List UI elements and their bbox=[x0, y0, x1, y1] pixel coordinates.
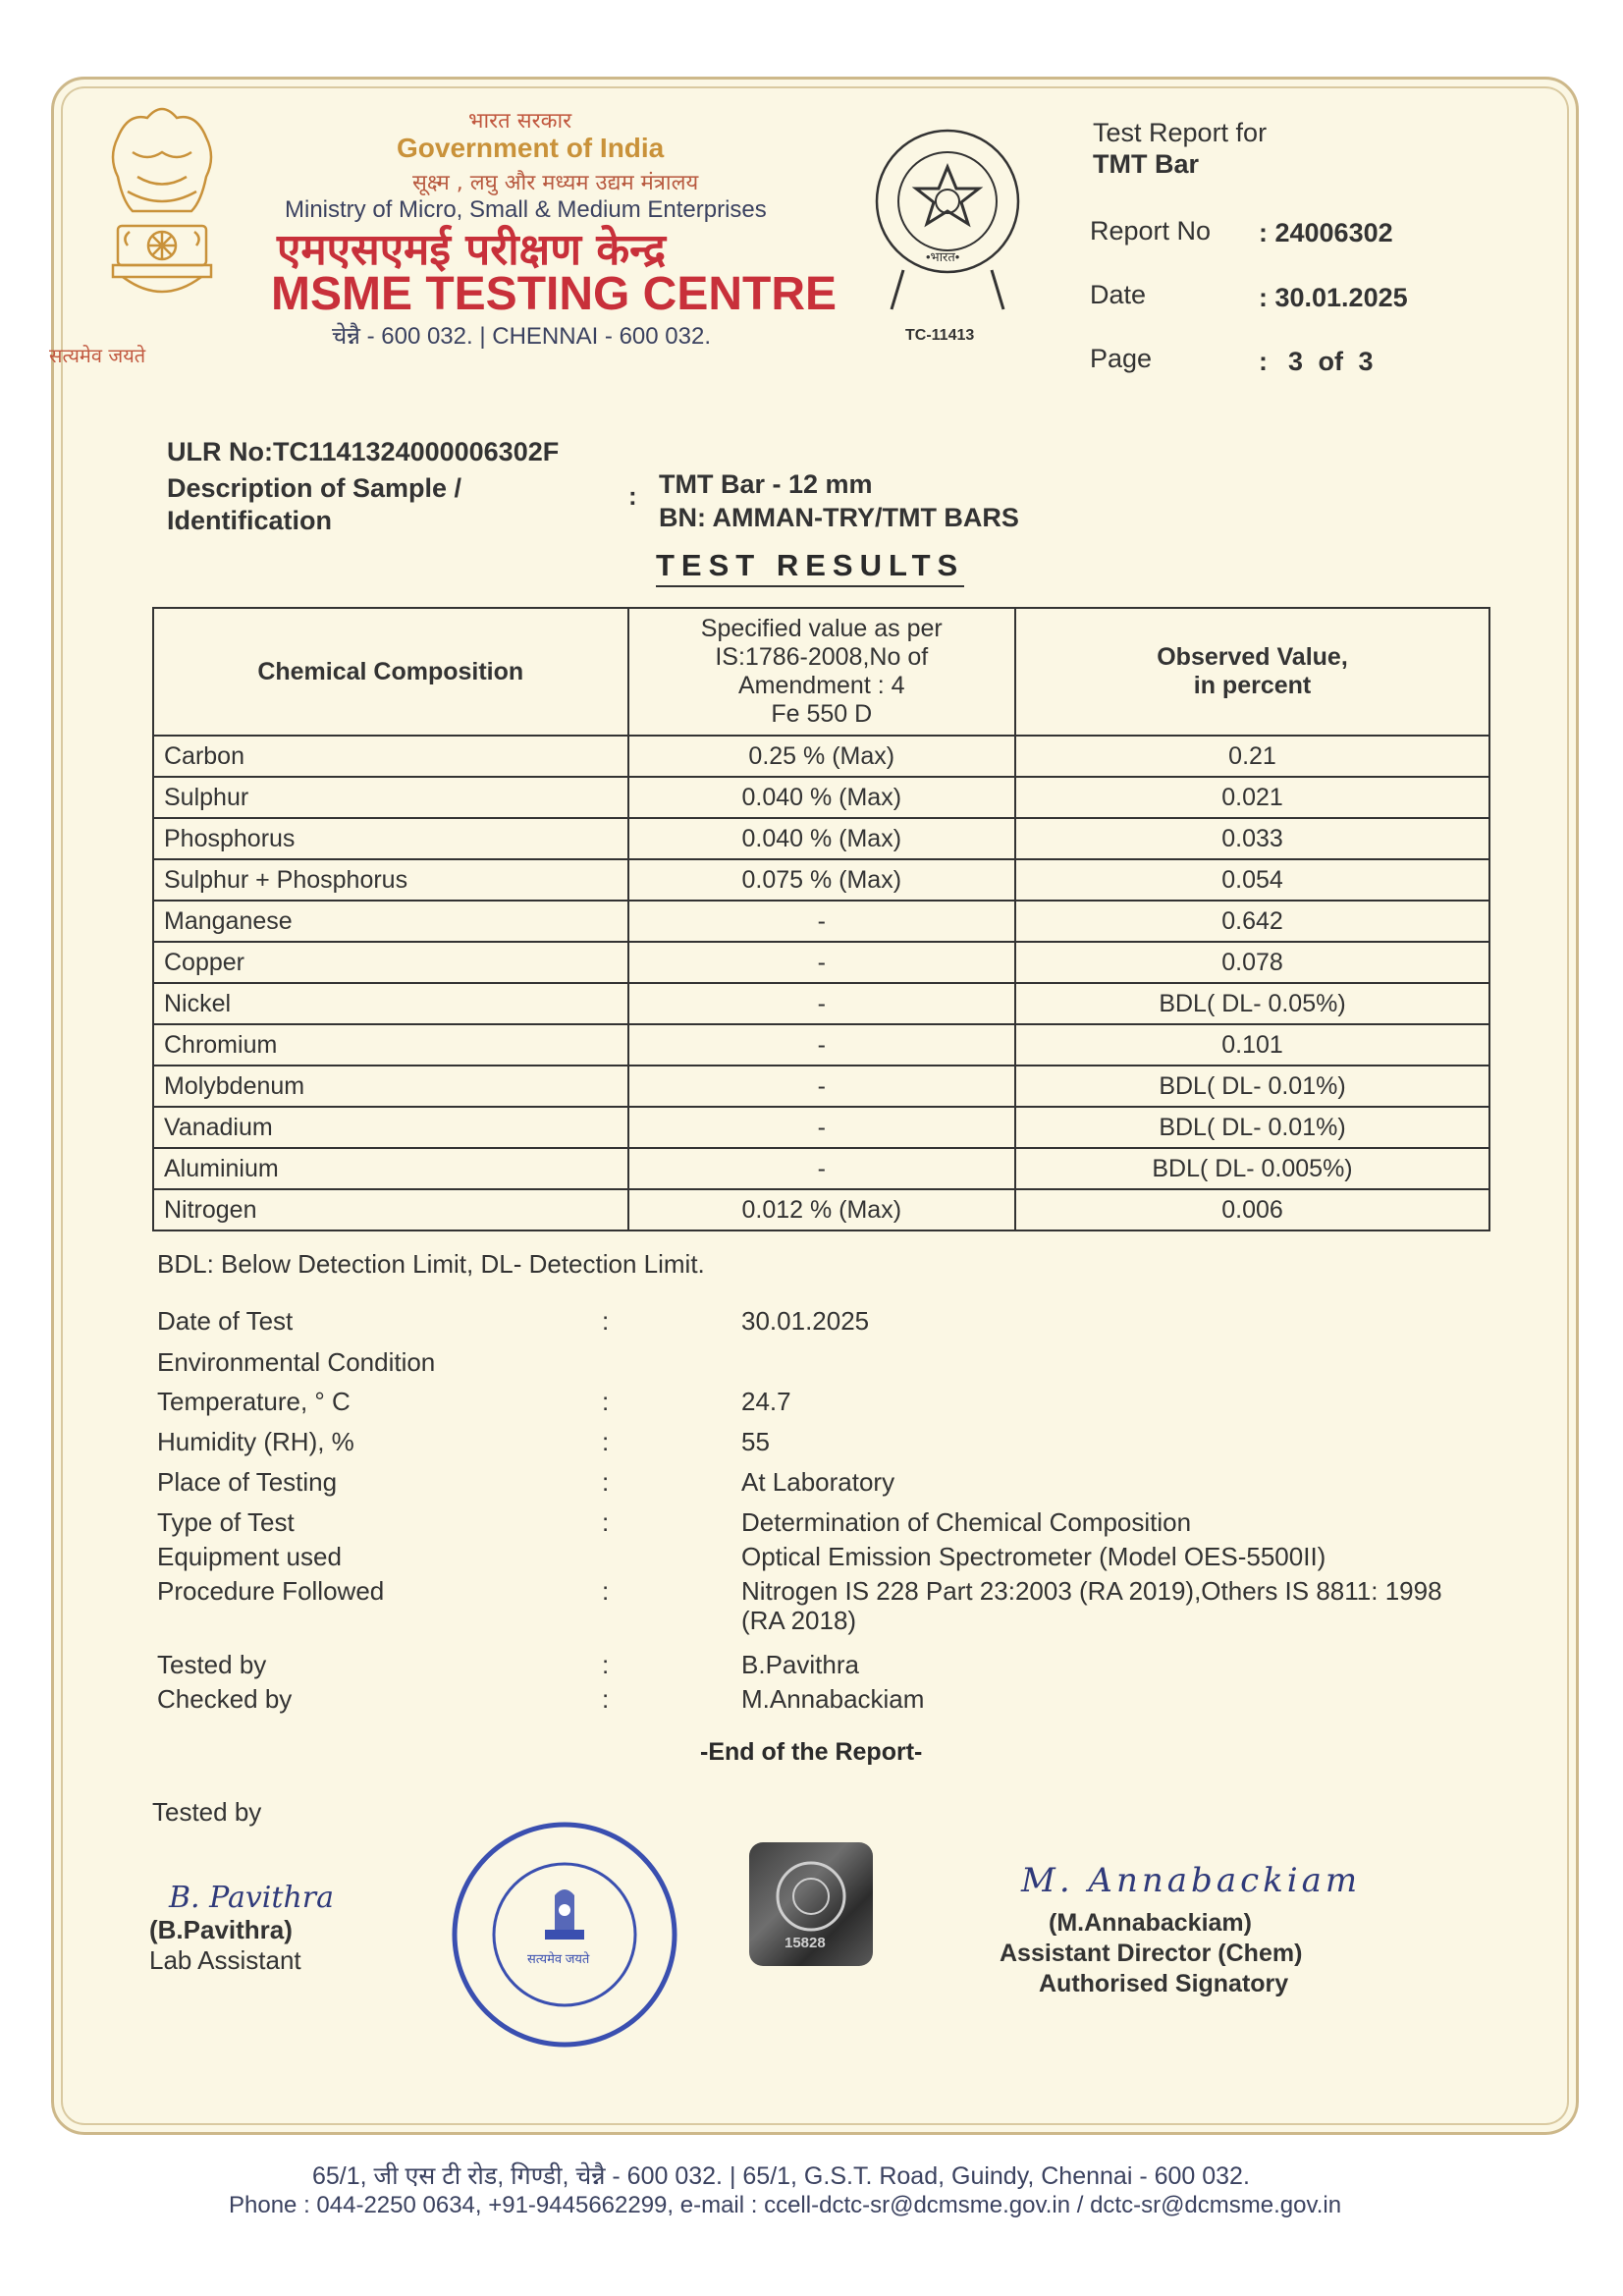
sample-desc-label: Description of Sample / bbox=[167, 473, 462, 503]
stamp-motto: सत्यमेव जयते bbox=[527, 1951, 590, 1966]
table-header-row bbox=[153, 608, 1489, 736]
govt-hindi: भारत सरकार bbox=[468, 109, 572, 134]
footer-contact: Phone : 044-2250 0634, +91-9445662299, e-mail : ccell-dctc-sr@dcmsme.gov.in / dctc-sr@dcmsme.gov.in bbox=[229, 2192, 1342, 2218]
specified-value-cell: - bbox=[628, 1024, 1016, 1066]
hologram-number: 15828 bbox=[784, 1935, 826, 1951]
detail-label: Place of Testing bbox=[157, 1467, 338, 1497]
table-row bbox=[153, 777, 1489, 818]
footer-address: 65/1, जी एस टी रोड, गिण्डी, चेन्नै - 600 032. | 65/1, G.S.T. Road, Guindy, Chennai - 600 032. bbox=[312, 2162, 1250, 2190]
detail-colon: : bbox=[602, 1507, 610, 1537]
sample-desc-value: TMT Bar - 12 mm bbox=[659, 469, 873, 499]
detail-label: Procedure Followed bbox=[157, 1576, 385, 1606]
emblem-motto: सत्यमेव जयते bbox=[49, 344, 146, 367]
specified-value-cell: 0.075 % (Max) bbox=[628, 859, 1016, 901]
table-row bbox=[153, 1066, 1489, 1107]
national-emblem bbox=[79, 98, 245, 363]
report-no-value: : 24006302 bbox=[1259, 218, 1393, 247]
left-signatory-role: Lab Assistant bbox=[149, 1945, 301, 1975]
detail-colon: : bbox=[602, 1684, 610, 1714]
detail-colon: : bbox=[602, 1650, 610, 1679]
accreditation-logo bbox=[864, 123, 1031, 319]
hologram-sticker bbox=[749, 1842, 873, 1966]
accreditation-code: TC-11413 bbox=[905, 327, 975, 344]
detail-value: 30.01.2025 bbox=[741, 1306, 870, 1336]
specified-value-cell: 0.25 % (Max) bbox=[628, 736, 1016, 777]
detail-value: B.Pavithra bbox=[741, 1650, 859, 1679]
header-chemical-composition: Chemical Composition bbox=[153, 608, 628, 736]
centre-hindi: एमएसएमई परीक्षण केन्द्र bbox=[277, 225, 667, 275]
detail-colon: : bbox=[602, 1387, 610, 1416]
element-name-cell: Molybdenum bbox=[153, 1066, 628, 1107]
table-row bbox=[153, 942, 1489, 983]
detail-value: At Laboratory bbox=[741, 1467, 895, 1497]
detail-colon: : bbox=[602, 1576, 610, 1606]
results-table bbox=[152, 607, 1490, 1231]
detail-label: Environmental Condition bbox=[157, 1347, 436, 1377]
element-name-cell: Manganese bbox=[153, 901, 628, 942]
authorised-signatory: Authorised Signatory bbox=[1039, 1970, 1289, 1997]
detail-value: Optical Emission Spectrometer (Model OES-5500II) bbox=[741, 1542, 1326, 1571]
detail-value: Determination of Chemical Composition bbox=[741, 1507, 1192, 1537]
table-row bbox=[153, 901, 1489, 942]
left-signatory-name: (B.Pavithra) bbox=[149, 1915, 293, 1944]
specified-value-cell: 0.012 % (Max) bbox=[628, 1189, 1016, 1230]
left-signature: B. Pavithra bbox=[169, 1881, 334, 1915]
table-row bbox=[153, 1024, 1489, 1066]
detail-colon: : bbox=[602, 1427, 610, 1456]
detail-label: Checked by bbox=[157, 1684, 293, 1714]
observed-value-cell: 0.006 bbox=[1015, 1189, 1489, 1230]
bdl-note: BDL: Below Detection Limit, DL- Detection Limit. bbox=[157, 1249, 705, 1279]
detail-label: Humidity (RH), % bbox=[157, 1427, 354, 1456]
element-name-cell: Sulphur + Phosphorus bbox=[153, 859, 628, 901]
report-no-label: Report No bbox=[1090, 216, 1212, 246]
sample-batch-value: BN: AMMAN-TRY/TMT BARS bbox=[659, 503, 1019, 532]
detail-label: Temperature, ° C bbox=[157, 1387, 351, 1416]
specified-value-cell: - bbox=[628, 1107, 1016, 1148]
header-observed-value: Observed Value, in percent bbox=[1015, 608, 1489, 736]
detail-value: 24.7 bbox=[741, 1387, 791, 1416]
specified-value-cell: - bbox=[628, 942, 1016, 983]
centre-title: MSME TESTING CENTRE bbox=[271, 268, 838, 320]
accreditation-hindi: •भारत• bbox=[926, 249, 960, 264]
element-name-cell: Carbon bbox=[153, 736, 628, 777]
centre-address: चेन्नै - 600 032. | CHENNAI - 600 032. bbox=[332, 323, 712, 350]
page-colon: : bbox=[1259, 347, 1268, 376]
results-title: TEST RESULTS bbox=[656, 548, 964, 587]
observed-value-cell: BDL( DL- 0.005%) bbox=[1015, 1148, 1489, 1189]
element-name-cell: Aluminium bbox=[153, 1148, 628, 1189]
report-title-line2: TMT Bar bbox=[1093, 149, 1199, 179]
observed-value-cell: 0.21 bbox=[1015, 736, 1489, 777]
table-row bbox=[153, 983, 1489, 1024]
ministry-title: Ministry of Micro, Small & Medium Enterprises bbox=[285, 196, 767, 223]
tested-by-heading: Tested by bbox=[152, 1797, 262, 1827]
element-name-cell: Copper bbox=[153, 942, 628, 983]
detail-label: Type of Test bbox=[157, 1507, 295, 1537]
observed-value-cell: 0.021 bbox=[1015, 777, 1489, 818]
element-name-cell: Sulphur bbox=[153, 777, 628, 818]
observed-value-cell: 0.642 bbox=[1015, 901, 1489, 942]
observed-value-cell: 0.078 bbox=[1015, 942, 1489, 983]
observed-value-cell: BDL( DL- 0.01%) bbox=[1015, 1066, 1489, 1107]
element-name-cell: Phosphorus bbox=[153, 818, 628, 859]
detail-value-continued: (RA 2018) bbox=[741, 1606, 857, 1635]
detail-value: M.Annabackiam bbox=[741, 1684, 925, 1714]
table-row bbox=[153, 1189, 1489, 1230]
table-row bbox=[153, 1107, 1489, 1148]
detail-value: 55 bbox=[741, 1427, 770, 1456]
date-label: Date bbox=[1090, 280, 1147, 309]
report-title-line1: Test Report for bbox=[1093, 118, 1268, 147]
table-row bbox=[153, 859, 1489, 901]
ministry-hindi: सूक्ष्म , लघु और मध्यम उद्यम मंत्रालय bbox=[412, 171, 699, 195]
specified-value-cell: 0.040 % (Max) bbox=[628, 777, 1016, 818]
end-of-report: -End of the Report- bbox=[700, 1738, 923, 1766]
right-signatory-name: (M.Annabackiam) bbox=[1049, 1909, 1252, 1937]
detail-value: Nitrogen IS 228 Part 23:2003 (RA 2019),Others IS 8811: 1998 bbox=[741, 1576, 1442, 1606]
header-specified-value: Specified value as per IS:1786-2008,No of Amendment : 4 Fe 550 D bbox=[628, 608, 1016, 736]
sample-colon: : bbox=[628, 481, 637, 511]
detail-colon: : bbox=[602, 1306, 610, 1336]
detail-label: Equipment used bbox=[157, 1542, 342, 1571]
table-row bbox=[153, 1148, 1489, 1189]
specified-value-cell: - bbox=[628, 1066, 1016, 1107]
page-label: Page bbox=[1090, 344, 1153, 373]
office-seal-stamp bbox=[447, 1817, 682, 2052]
table-row bbox=[153, 818, 1489, 859]
detail-label: Tested by bbox=[157, 1650, 267, 1679]
element-name-cell: Nitrogen bbox=[153, 1189, 628, 1230]
observed-value-cell: 0.054 bbox=[1015, 859, 1489, 901]
sample-id-label: Identification bbox=[167, 506, 332, 535]
element-name-cell: Nickel bbox=[153, 983, 628, 1024]
specified-value-cell: 0.040 % (Max) bbox=[628, 818, 1016, 859]
observed-value-cell: 0.033 bbox=[1015, 818, 1489, 859]
specified-value-cell: - bbox=[628, 1148, 1016, 1189]
specified-value-cell: - bbox=[628, 983, 1016, 1024]
detail-colon: : bbox=[602, 1467, 610, 1497]
govt-title: Government of India bbox=[397, 133, 665, 163]
ulr-number: ULR No:TC1141324000006302F bbox=[167, 437, 560, 466]
specified-value-cell: - bbox=[628, 901, 1016, 942]
right-signature: M. Annabackiam bbox=[1021, 1861, 1362, 1900]
table-row bbox=[153, 736, 1489, 777]
page-value: 3 of 3 bbox=[1288, 347, 1374, 376]
date-value: : 30.01.2025 bbox=[1259, 283, 1408, 312]
element-name-cell: Vanadium bbox=[153, 1107, 628, 1148]
detail-label: Date of Test bbox=[157, 1306, 294, 1336]
right-signatory-role: Assistant Director (Chem) bbox=[1000, 1940, 1303, 1967]
observed-value-cell: BDL( DL- 0.01%) bbox=[1015, 1107, 1489, 1148]
observed-value-cell: BDL( DL- 0.05%) bbox=[1015, 983, 1489, 1024]
observed-value-cell: 0.101 bbox=[1015, 1024, 1489, 1066]
element-name-cell: Chromium bbox=[153, 1024, 628, 1066]
